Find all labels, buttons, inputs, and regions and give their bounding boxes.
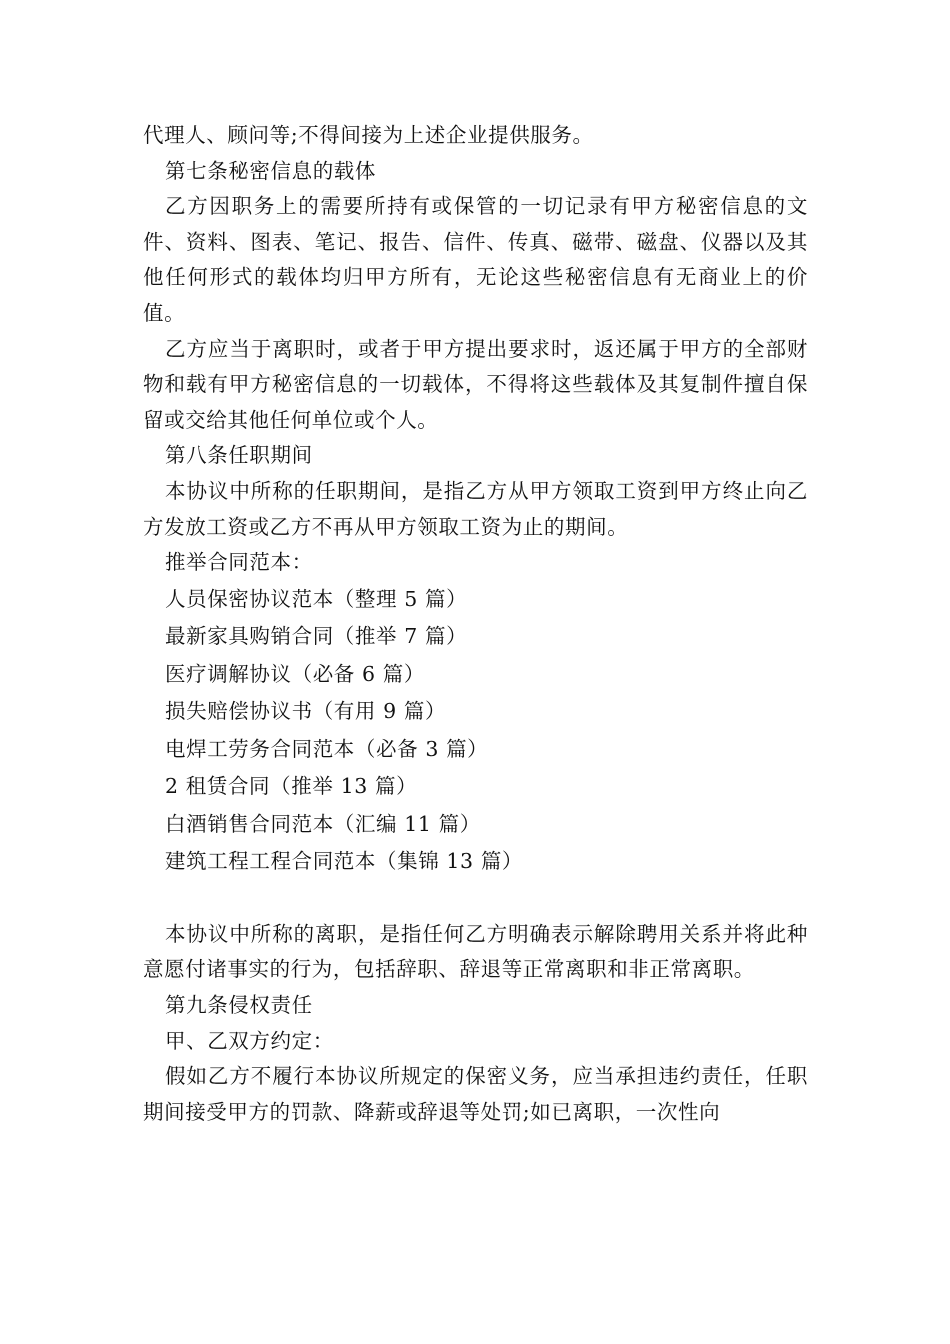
recommend-list-item[interactable]: 电焊工劳务合同范本（必备 3 篇） [165,736,489,761]
recommend-list-item[interactable]: 医疗调解协议（必备 6 篇） [165,661,425,686]
recommend-list-item[interactable]: 白酒销售合同范本（汇编 11 篇） [165,811,481,836]
article-9-heading: 第九条侵权责任 [165,992,313,1017]
article-9-paragraph-1: 假如乙方不履行本协议所规定的保密义务，应当承担违约责任，任职期间接受甲方的罚款、降薪或辞退等处罚;如已离职，一次性向 [143,1064,808,1124]
recommend-list-item[interactable]: 人员保密协议范本（整理 5 篇） [165,586,468,611]
recommend-list-item[interactable]: 建筑工程工程合同范本（集锦 13 篇） [165,849,524,874]
article-8-paragraph-1: 本协议中所称的任职期间，是指乙方从甲方领取工资到甲方终止向乙方发放工资或乙方不再从甲方领取工资为止的期间。 [143,478,808,539]
blank-line [143,881,808,917]
resignation-definition-paragraph: 本协议中所称的离职，是指任何乙方明确表示解除聘用关系并将此种意愿付诸事实的行为，包括辞职、辞退等正常离职和非正常离职。 [143,921,808,982]
recommend-list-item[interactable]: 最新家具购销合同（推举 7 篇） [165,624,468,649]
article-7-heading: 第七条秘密信息的载体 [165,158,376,183]
article-8-heading: 第八条任职期间 [165,443,313,468]
article-7-paragraph-1: 乙方因职务上的需要所持有或保管的一切记录有甲方秘密信息的文件、资料、图表、笔记、报告、信件、传真、磁带、磁盘、仪器以及其他任何形式的载体均归甲方所有，无论这些秘密信息有无商业上的价值。 [143,194,808,325]
document-body [143,118,808,1130]
recommend-heading: 推举合同范本： [165,550,313,575]
recommend-list [143,581,808,881]
article-7-paragraph-2: 乙方应当于离职时，或者于甲方提出要求时，返还属于甲方的全部财物和载有甲方秘密信息的一切载体，不得将这些载体及其复制件擅自保留或交给其他任何单位或个人。 [143,336,808,432]
recommend-list-item[interactable]: 损失赔偿协议书（有用 9 篇） [165,699,447,724]
recommend-list-item[interactable]: 2 租赁合同（推举 13 篇） [165,774,418,799]
agreement-intro: 甲、乙双方约定： [165,1028,334,1053]
paragraph-continuation: 代理人、顾问等;不得间接为上述企业提供服务。 [143,123,594,147]
